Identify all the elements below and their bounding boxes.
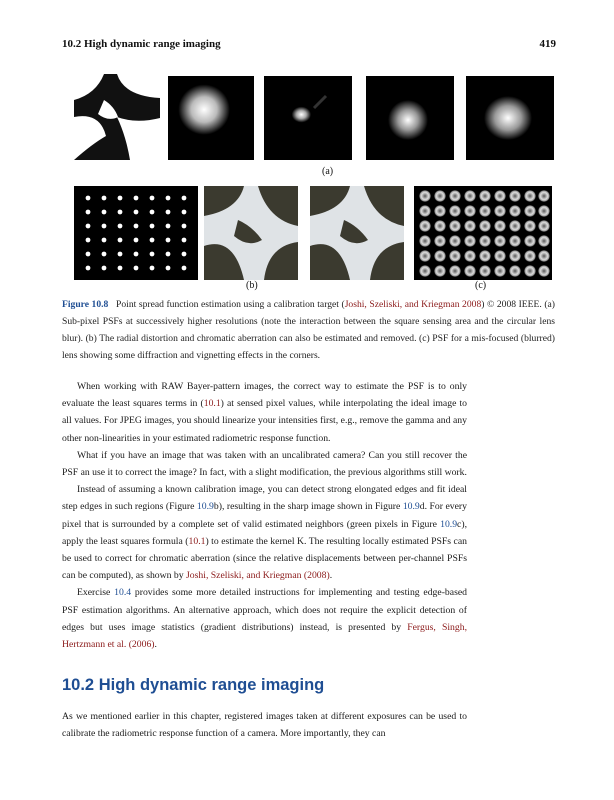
section-paragraph: As we mentioned earlier in this chapter, registered images taken at different exposures can be used to calibrate the radiometric response function of a camera. More importantly, they can [62,711,467,740]
para3-text-f: . [329,570,333,582]
figure-label: Figure 10.8 [62,299,109,310]
section-heading: 10.2 High dynamic range imaging [62,676,325,694]
psf-plot-2 [262,74,356,164]
defocus-psf-grid-image [414,186,552,280]
psf-plot-3 [364,74,458,164]
sublabel-b: (b) [246,280,258,291]
para1-text-b: ) at sensed pixel values, while interpolating the ideal image to all values. For JPEG images, you should linearize your intensities first, e.g., remove the gamma and any other non-linearities in your estimated radiometric response function. [62,398,467,444]
para4-text-b: provides some more detailed instructions for implementing and testing edge-based PSF estimation algorithms. An alternative approach, which does not require the explicit detection of edges but uses image statistics (gradient distributions) instead, is presented by [62,587,467,633]
psf-plot-4 [464,74,558,164]
para3-text-e: ) to estimate the kernel K. The resulting locally estimated PSFs can be used to correct for chromatic aberration (since the relative displacements between per-channel PSFs can be computed), as shown by [62,535,467,582]
corrected-target-image [310,186,404,280]
distorted-target-image [204,186,298,280]
psf-plot-1 [166,74,260,164]
figure-ref-link[interactable]: 10.9 [440,518,458,530]
para3-text-b: b), resulting in the sharp image shown in Figure [213,501,403,513]
para3-text-c: d. For every pixel that is surrounded by a complete set of valid estimated neighbors (green pixels in Figure [62,501,467,530]
paragraph-4 [62,584,467,653]
paragraph-3 [62,481,467,584]
figure-caption [62,296,555,364]
calibration-target-image [74,74,160,160]
running-header [62,38,556,54]
sublabel-a: (a) [322,166,334,177]
figure-ref-link[interactable]: 10.9 [196,501,214,513]
figure-ref-link[interactable]: 10.9 [402,501,420,513]
para3-text-d: c), apply the least squares formula ( [62,518,467,547]
page-number: 419 [539,38,556,50]
paragraph-2: What if you have an image that was taken with an uncalibrated camera? Can you still recover the PSF an use it to correct the image? In fact, with a slight modification, the previous algorithms still work. [62,449,467,479]
citation-link[interactable]: Fergus, Singh, Hertzmann et al. (2006) [62,621,468,651]
para4-text-a: Exercise [77,587,115,599]
sublabel-c: (c) [475,280,487,291]
equation-ref-link[interactable]: 10.1 [203,398,221,410]
equation-ref-link[interactable]: 10.1 [188,535,206,547]
body-text [62,378,467,653]
psf-grid-image [74,186,198,280]
caption-text-2: ) © 2008 IEEE. (a) Sub-pixel PSFs at successively higher resolutions (note the interaction between the square sensing area and the circular lens blur). (b) The radial distortion and chromatic aberration can also be estimated and removed. (c) PSF for a mis-focused (blurred) lens showing some diffraction and vignetting effects in the corners. [62,299,555,361]
caption-citation-link[interactable]: Joshi, Szeliski, and Kriegman 2008 [344,299,482,310]
caption-text-1: Point spread function estimation using a calibration target ( [116,299,345,310]
header-section-title: 10.2 High dynamic range imaging [62,38,221,50]
para1-text-a: When working with RAW Bayer-pattern images, the correct way to estimate the PSF is to only evaluate the least squares terms in ( [62,381,467,410]
section-body-text [62,708,467,742]
paragraph-1 [62,378,467,447]
para3-text-a: Instead of assuming a known calibration image, you can detect strong elongated edges and fit ideal step edges in such regions (Figure [62,484,467,513]
para4-text-c: . [154,639,157,651]
exercise-ref-link[interactable]: 10.4 [114,587,132,599]
citation-link[interactable]: Joshi, Szeliski, and Kriegman (2008) [186,570,330,582]
